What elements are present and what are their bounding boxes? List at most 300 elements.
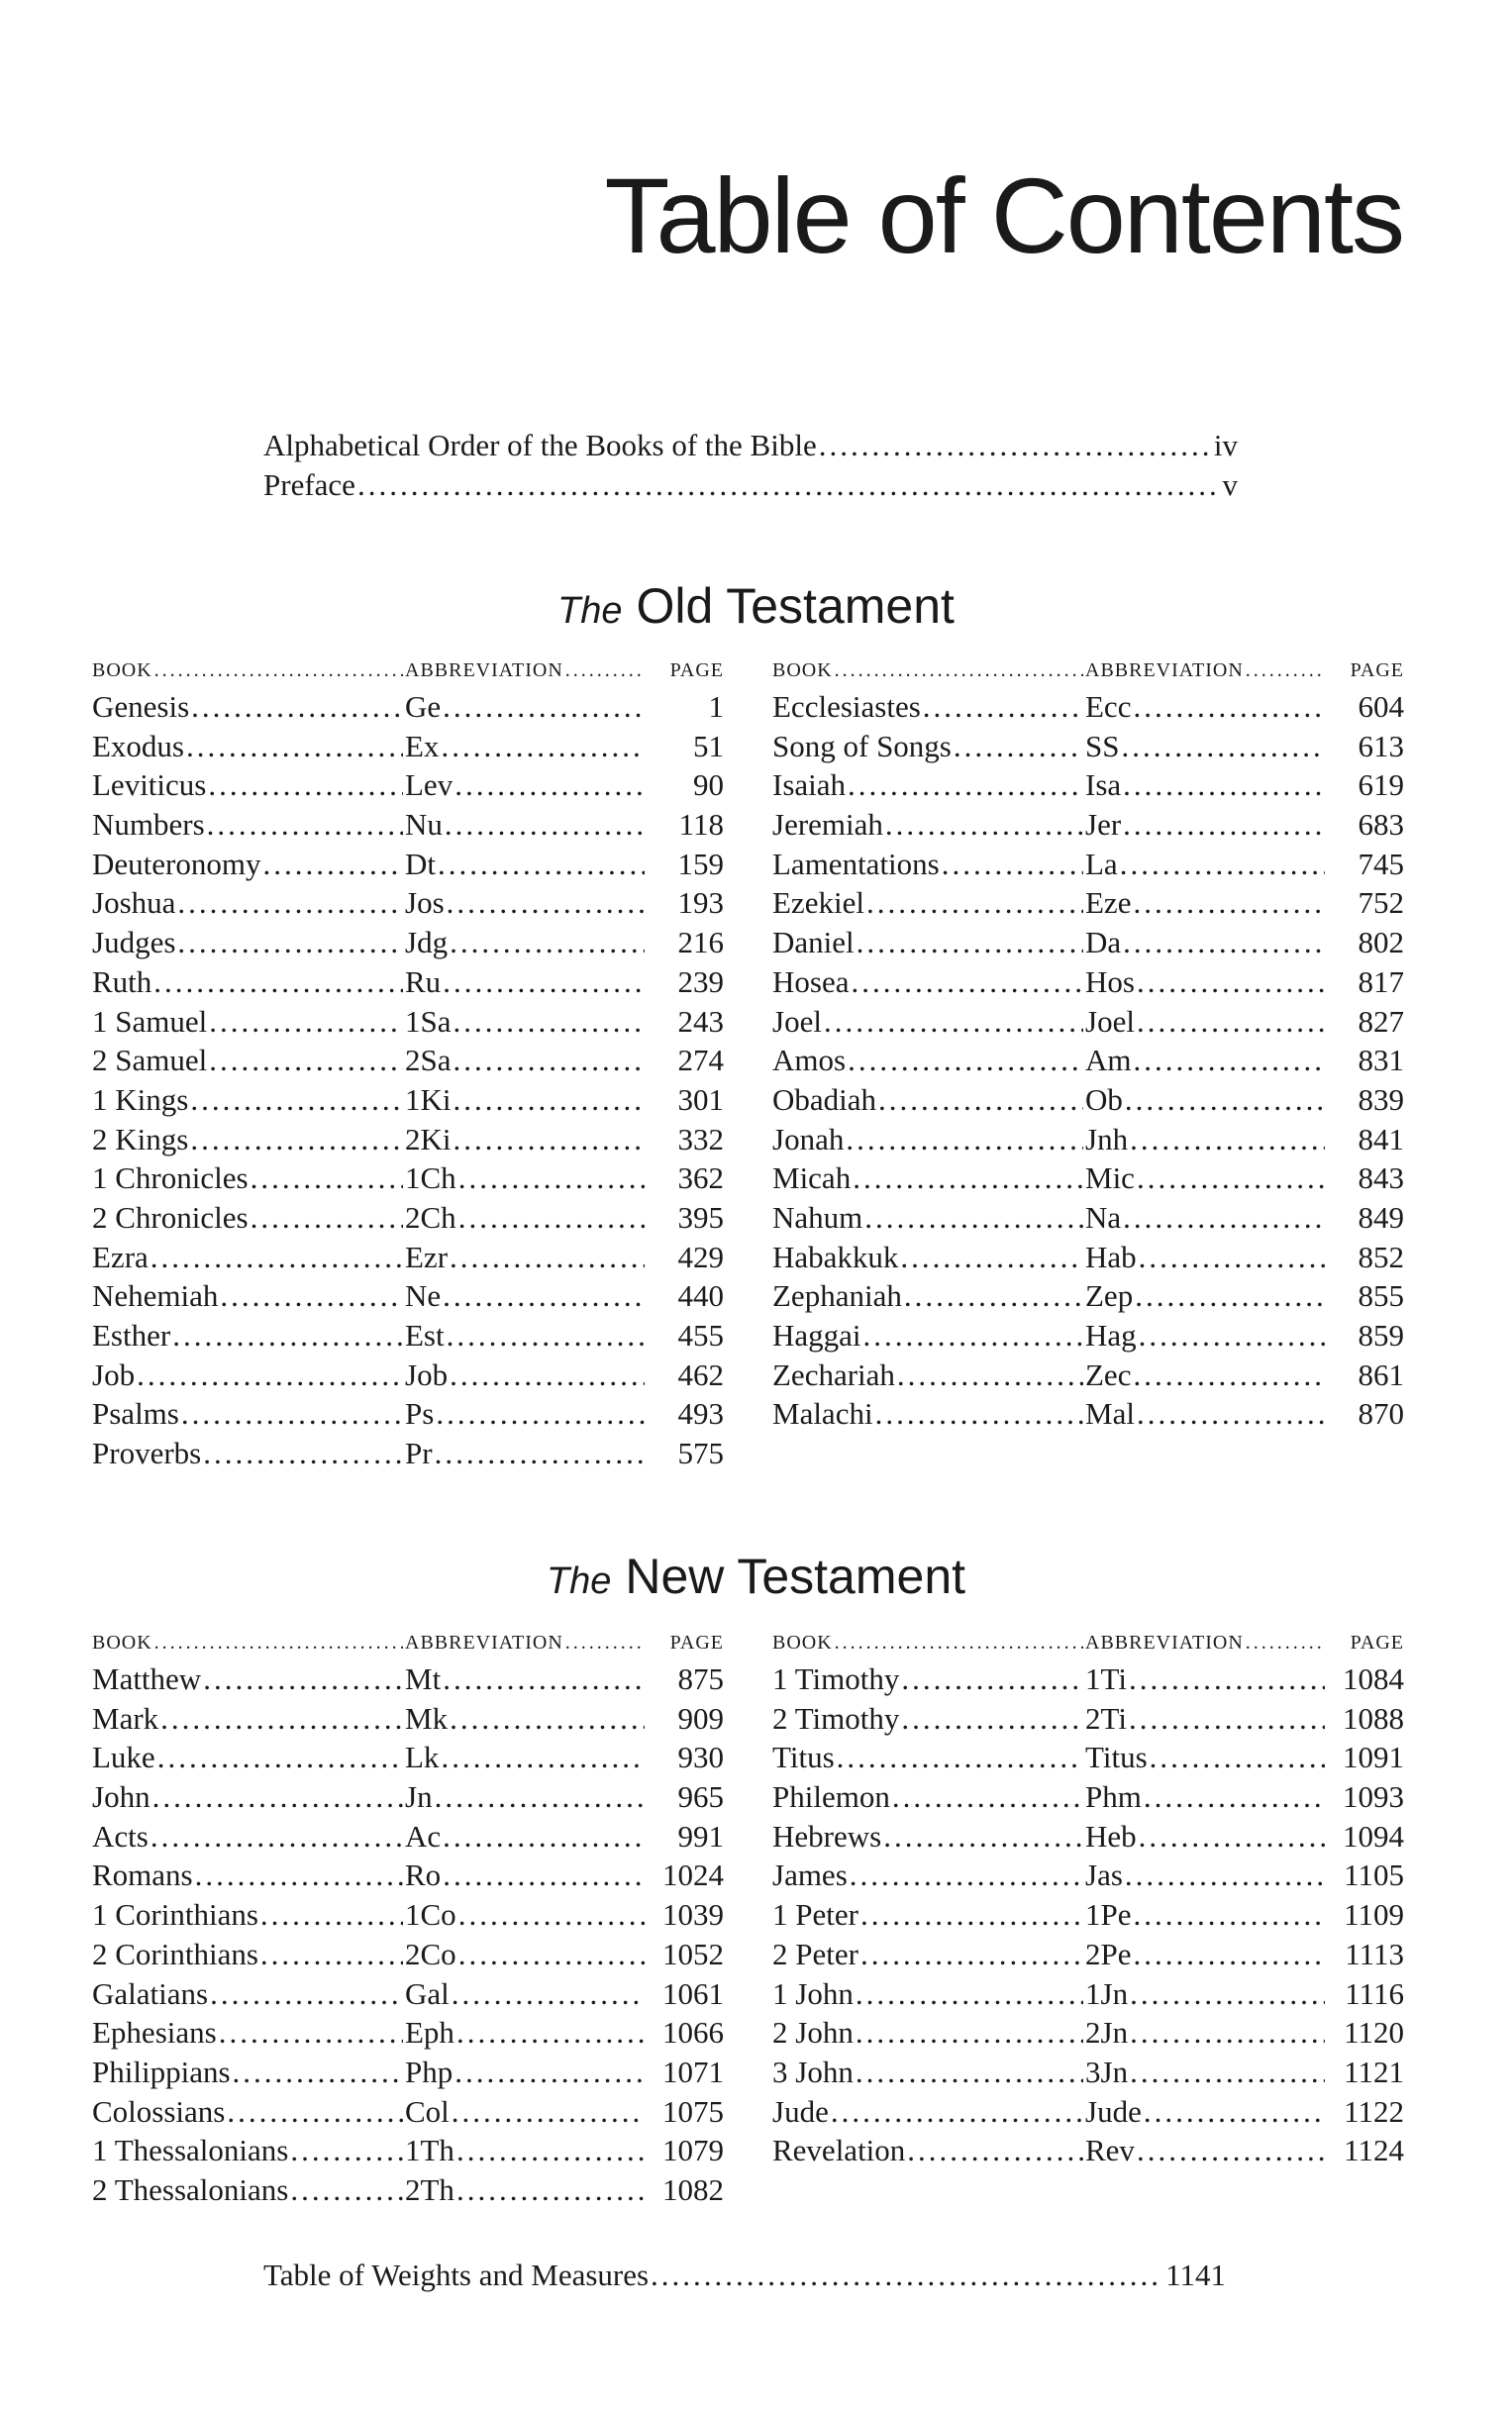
book-page: 332 bbox=[677, 1121, 724, 1156]
book-cell bbox=[772, 1394, 1085, 1434]
book-name: James bbox=[772, 1858, 848, 1893]
dot-leader bbox=[290, 2131, 403, 2170]
book-abbreviation: 1Ch bbox=[405, 1160, 456, 1196]
book-page: 1061 bbox=[662, 1975, 724, 2011]
book-abbreviation: Hag bbox=[1085, 1318, 1137, 1353]
book-page: 51 bbox=[693, 728, 724, 763]
book-row[interactable] bbox=[772, 1856, 1404, 1895]
dot-leader bbox=[1130, 1974, 1325, 2014]
book-row[interactable] bbox=[92, 1935, 724, 1974]
book-row[interactable] bbox=[772, 1699, 1404, 1739]
section-the: The bbox=[546, 1560, 612, 1602]
book-row[interactable] bbox=[772, 1316, 1404, 1356]
book-row[interactable] bbox=[92, 962, 724, 1002]
dot-leader bbox=[452, 2092, 645, 2132]
book-cell bbox=[92, 1777, 405, 1817]
entry-label: Alphabetical Order of the Books of the Bible bbox=[263, 428, 817, 462]
book-row[interactable] bbox=[92, 1434, 724, 1473]
book-name: Genesis bbox=[92, 689, 190, 724]
book-page: 462 bbox=[677, 1356, 724, 1392]
book-name: 2 Thessalonians bbox=[92, 2171, 289, 2207]
book-cell bbox=[772, 2053, 1085, 2092]
book-name: Ruth bbox=[92, 963, 152, 999]
dot-leader bbox=[901, 1659, 1083, 1699]
book-page: 852 bbox=[1358, 1239, 1404, 1274]
abbreviation-header-label: ABBREVIATION bbox=[1085, 1632, 1244, 1654]
book-page: 1091 bbox=[1343, 1740, 1404, 1775]
dot-leader bbox=[154, 1626, 403, 1659]
book-row[interactable] bbox=[92, 1777, 724, 1817]
book-row[interactable] bbox=[772, 1002, 1404, 1042]
dot-leader bbox=[1125, 1080, 1325, 1120]
book-row[interactable] bbox=[772, 962, 1404, 1002]
book-row[interactable] bbox=[772, 1080, 1404, 1120]
book-cell bbox=[772, 1738, 1085, 1777]
book-row[interactable] bbox=[772, 1659, 1404, 1699]
book-cell bbox=[92, 805, 405, 845]
book-page: 991 bbox=[677, 1818, 724, 1854]
book-row[interactable] bbox=[92, 1120, 724, 1159]
book-cell bbox=[772, 1935, 1085, 1974]
dot-leader bbox=[203, 1659, 403, 1699]
book-name: Judges bbox=[92, 925, 176, 960]
abbreviation-cell bbox=[405, 1120, 647, 1159]
book-name: 2 John bbox=[772, 2015, 854, 2051]
book-cell bbox=[92, 1738, 405, 1777]
dot-leader bbox=[436, 1394, 645, 1434]
book-page: 1079 bbox=[662, 2133, 724, 2168]
dot-leader bbox=[227, 2092, 403, 2132]
book-abbreviation: 1Co bbox=[405, 1897, 456, 1933]
book-name: Mark bbox=[92, 1700, 159, 1736]
dot-leader bbox=[901, 1699, 1083, 1739]
dot-leader bbox=[851, 962, 1083, 1002]
book-row[interactable] bbox=[92, 1394, 724, 1434]
book-abbreviation: 2Th bbox=[405, 2171, 454, 2207]
abbreviation-cell bbox=[405, 1080, 647, 1120]
book-row[interactable] bbox=[772, 2013, 1404, 2053]
abbreviation-cell bbox=[1085, 765, 1327, 805]
entry-page: 1141 bbox=[1165, 2258, 1226, 2292]
dot-leader bbox=[856, 1974, 1083, 2014]
book-page: 1093 bbox=[1343, 1779, 1404, 1815]
column-header bbox=[92, 1626, 724, 1659]
book-cell bbox=[772, 1276, 1085, 1316]
abbreviation-cell bbox=[1085, 1238, 1327, 1277]
book-abbreviation: Am bbox=[1085, 1043, 1132, 1078]
book-row[interactable] bbox=[772, 2131, 1404, 2170]
book-row[interactable] bbox=[772, 1041, 1404, 1080]
book-abbreviation: 1Ti bbox=[1085, 1661, 1127, 1696]
abbreviation-cell bbox=[1085, 1974, 1327, 2014]
book-page: 575 bbox=[677, 1436, 724, 1471]
book-row[interactable] bbox=[92, 1856, 724, 1895]
abbreviation-cell bbox=[1085, 2013, 1327, 2053]
dot-leader bbox=[904, 1276, 1083, 1316]
book-abbreviation: Hos bbox=[1085, 963, 1135, 999]
book-row[interactable] bbox=[92, 1659, 724, 1699]
book-row[interactable] bbox=[772, 1935, 1404, 1974]
ot-left-column bbox=[92, 653, 724, 1473]
book-page: 841 bbox=[1358, 1121, 1404, 1156]
book-page: 118 bbox=[678, 807, 724, 843]
book-name: Ezra bbox=[92, 1239, 149, 1274]
book-row[interactable] bbox=[92, 2013, 724, 2053]
abbreviation-cell bbox=[1085, 1356, 1327, 1395]
book-name: Jonah bbox=[772, 1121, 845, 1156]
book-row[interactable] bbox=[772, 1895, 1404, 1935]
book-row[interactable] bbox=[92, 845, 724, 884]
dot-leader bbox=[190, 1120, 403, 1159]
book-cell bbox=[772, 1817, 1085, 1857]
book-row[interactable] bbox=[92, 1002, 724, 1042]
book-cell bbox=[92, 687, 405, 727]
dot-leader bbox=[450, 1238, 645, 1277]
dot-leader bbox=[1121, 727, 1325, 766]
book-cell bbox=[772, 1856, 1085, 1895]
book-row[interactable] bbox=[772, 1777, 1404, 1817]
book-row[interactable] bbox=[772, 1120, 1404, 1159]
book-row[interactable] bbox=[772, 1276, 1404, 1316]
abbreviation-cell bbox=[1085, 1738, 1327, 1777]
book-row[interactable] bbox=[92, 805, 724, 845]
book-abbreviation: Ezr bbox=[405, 1239, 449, 1274]
dot-leader bbox=[220, 1276, 403, 1316]
abbreviation-cell bbox=[1085, 1777, 1327, 1817]
dot-leader bbox=[565, 1626, 645, 1659]
dot-leader bbox=[892, 1777, 1083, 1817]
book-row[interactable] bbox=[772, 923, 1404, 962]
book-row[interactable] bbox=[772, 845, 1404, 884]
book-page: 429 bbox=[677, 1239, 724, 1274]
book-name: Lamentations bbox=[772, 846, 940, 881]
abbreviation-header bbox=[1085, 653, 1327, 687]
book-row[interactable] bbox=[772, 1394, 1404, 1434]
dot-leader bbox=[450, 923, 645, 962]
abbreviation-cell bbox=[405, 1276, 647, 1316]
book-cell bbox=[772, 1041, 1085, 1080]
book-cell bbox=[92, 1817, 405, 1857]
book-row[interactable] bbox=[772, 2092, 1404, 2132]
dot-leader bbox=[454, 1041, 646, 1080]
book-page: 802 bbox=[1358, 925, 1404, 960]
book-cell bbox=[92, 1935, 405, 1974]
book-cell bbox=[92, 2092, 405, 2132]
book-name: Zechariah bbox=[772, 1356, 895, 1392]
book-cell bbox=[92, 1158, 405, 1198]
book-page: 274 bbox=[677, 1043, 724, 1078]
book-name: 1 Thessalonians bbox=[92, 2133, 289, 2168]
dot-leader bbox=[152, 1777, 403, 1817]
book-cell bbox=[92, 1974, 405, 2014]
book-row[interactable] bbox=[92, 1356, 724, 1395]
book-cell bbox=[772, 805, 1085, 845]
abbreviation-header bbox=[1085, 1626, 1327, 1659]
book-row[interactable] bbox=[772, 1158, 1404, 1198]
book-name: Psalms bbox=[92, 1396, 179, 1432]
entry-label: Table of Weights and Measures bbox=[263, 2258, 650, 2292]
book-abbreviation: Ge bbox=[405, 689, 442, 724]
dot-leader bbox=[1134, 1935, 1326, 1974]
book-row[interactable] bbox=[772, 1974, 1404, 2014]
book-abbreviation: Jude bbox=[1085, 2093, 1142, 2129]
dot-leader bbox=[1144, 2092, 1325, 2132]
book-page: 683 bbox=[1358, 807, 1404, 843]
book-page: 859 bbox=[1358, 1318, 1404, 1353]
book-page: 827 bbox=[1358, 1003, 1404, 1039]
book-abbreviation: Titus bbox=[1085, 1740, 1148, 1775]
dot-leader bbox=[441, 1738, 645, 1777]
dot-leader bbox=[824, 1002, 1083, 1042]
book-abbreviation: Mt bbox=[405, 1661, 442, 1696]
book-row[interactable] bbox=[92, 1198, 724, 1238]
book-row[interactable] bbox=[92, 1817, 724, 1857]
dot-leader bbox=[1139, 1238, 1325, 1277]
abbreviation-cell bbox=[1085, 1002, 1327, 1042]
back-matter-row[interactable] bbox=[263, 2258, 1226, 2293]
book-name: Proverbs bbox=[92, 1436, 202, 1471]
book-row[interactable] bbox=[772, 1356, 1404, 1395]
book-row[interactable] bbox=[92, 765, 724, 805]
abbreviation-cell bbox=[1085, 1659, 1327, 1699]
dot-leader bbox=[209, 1002, 403, 1042]
book-name: Romans bbox=[92, 1858, 193, 1893]
book-name: Habakkuk bbox=[772, 1239, 899, 1274]
book-page: 855 bbox=[1358, 1278, 1404, 1314]
book-name: Obadiah bbox=[772, 1081, 877, 1117]
column-header bbox=[772, 1626, 1404, 1659]
book-name: Galatians bbox=[92, 1975, 209, 2011]
book-row[interactable] bbox=[92, 727, 724, 766]
dot-leader bbox=[262, 845, 403, 884]
book-row[interactable] bbox=[92, 2053, 724, 2092]
book-abbreviation: Pr bbox=[405, 1436, 433, 1471]
book-name: 1 Kings bbox=[92, 1081, 189, 1117]
section-title: Old Testament bbox=[636, 578, 955, 634]
dot-leader bbox=[452, 1974, 645, 2014]
book-page: 1071 bbox=[662, 2054, 724, 2089]
abbreviation-header bbox=[405, 653, 647, 687]
abbreviation-cell bbox=[1085, 845, 1327, 884]
dot-leader bbox=[290, 2170, 403, 2210]
book-row[interactable] bbox=[772, 883, 1404, 923]
book-name: Malachi bbox=[772, 1396, 873, 1432]
book-row[interactable] bbox=[772, 727, 1404, 766]
book-page: 1024 bbox=[662, 1858, 724, 1893]
abbreviation-cell bbox=[405, 1002, 647, 1042]
dot-leader bbox=[203, 1434, 403, 1473]
dot-leader bbox=[848, 1041, 1083, 1080]
front-matter-row[interactable] bbox=[263, 465, 1238, 505]
abbreviation-cell bbox=[1085, 1856, 1327, 1895]
book-row[interactable] bbox=[92, 923, 724, 962]
book-name: 1 Timothy bbox=[772, 1661, 900, 1696]
front-matter bbox=[263, 426, 1238, 505]
book-cell bbox=[92, 727, 405, 766]
book-cell bbox=[772, 765, 1085, 805]
book-abbreviation: Eze bbox=[1085, 885, 1132, 921]
book-row[interactable] bbox=[92, 1041, 724, 1080]
abbreviation-cell bbox=[405, 1935, 647, 1974]
abbreviation-cell bbox=[1085, 1158, 1327, 1198]
book-page: 440 bbox=[677, 1278, 724, 1314]
dot-leader bbox=[1123, 805, 1325, 845]
dot-leader bbox=[565, 653, 645, 687]
book-abbreviation: La bbox=[1085, 846, 1118, 881]
book-cell bbox=[92, 1394, 405, 1434]
book-cell bbox=[92, 1041, 405, 1080]
abbreviation-cell bbox=[405, 1817, 647, 1857]
book-page: 1120 bbox=[1344, 2015, 1404, 2051]
dot-leader bbox=[1130, 1120, 1325, 1159]
book-row[interactable] bbox=[92, 1316, 724, 1356]
dot-leader bbox=[1123, 923, 1325, 962]
dot-leader bbox=[177, 923, 403, 962]
book-cell bbox=[772, 2013, 1085, 2053]
book-row[interactable] bbox=[92, 1080, 724, 1120]
book-row[interactable] bbox=[92, 2092, 724, 2132]
book-cell bbox=[92, 962, 405, 1002]
book-abbreviation: 1Ki bbox=[405, 1081, 452, 1117]
dot-leader bbox=[835, 653, 1083, 687]
dot-leader bbox=[172, 1316, 403, 1356]
book-cell bbox=[92, 1080, 405, 1120]
book-row[interactable] bbox=[92, 2131, 724, 2170]
abbreviation-cell bbox=[1085, 805, 1327, 845]
dot-leader bbox=[151, 1817, 403, 1857]
abbreviation-cell bbox=[1085, 2092, 1327, 2132]
abbreviation-cell bbox=[1085, 962, 1327, 1002]
book-name: 2 Peter bbox=[772, 1936, 858, 1971]
book-name: Daniel bbox=[772, 925, 855, 960]
book-row[interactable] bbox=[772, 805, 1404, 845]
book-cell bbox=[92, 1316, 405, 1356]
abbreviation-cell bbox=[1085, 1276, 1327, 1316]
dot-leader bbox=[1130, 2013, 1325, 2053]
nt-left-column bbox=[92, 1626, 724, 2210]
dot-leader bbox=[447, 1316, 645, 1356]
book-cell bbox=[772, 1002, 1085, 1042]
dot-leader bbox=[450, 1356, 645, 1395]
book-cell bbox=[92, 1198, 405, 1238]
book-name: Ephesians bbox=[92, 2015, 217, 2051]
abbreviation-cell bbox=[405, 1316, 647, 1356]
dot-leader bbox=[443, 962, 645, 1002]
book-row[interactable] bbox=[92, 1699, 724, 1739]
book-abbreviation: Jos bbox=[405, 885, 445, 921]
dot-leader bbox=[860, 1935, 1083, 1974]
book-row[interactable] bbox=[92, 1276, 724, 1316]
book-row[interactable] bbox=[92, 883, 724, 923]
book-row[interactable] bbox=[92, 687, 724, 727]
new-testament-heading bbox=[0, 1548, 1512, 1605]
dot-leader bbox=[860, 1895, 1083, 1935]
book-page: 1052 bbox=[662, 1936, 724, 1971]
abbreviation-cell bbox=[1085, 1394, 1327, 1434]
book-row[interactable] bbox=[92, 1238, 724, 1277]
book-page: 831 bbox=[1358, 1043, 1404, 1078]
book-row[interactable] bbox=[92, 1974, 724, 2014]
page-header: PAGE bbox=[669, 1632, 724, 1654]
book-cell bbox=[772, 687, 1085, 727]
book-cell bbox=[772, 2131, 1085, 2170]
book-name: Exodus bbox=[92, 728, 184, 763]
abbreviation-header bbox=[405, 1626, 647, 1659]
dot-leader bbox=[195, 1856, 403, 1895]
book-abbreviation: Jdg bbox=[405, 925, 449, 960]
book-name: 1 Chronicles bbox=[92, 1160, 249, 1196]
book-abbreviation: Jn bbox=[405, 1779, 433, 1815]
dot-leader bbox=[260, 1935, 403, 1974]
book-abbreviation: Dt bbox=[405, 846, 436, 881]
book-page: 613 bbox=[1358, 728, 1404, 763]
book-abbreviation: Job bbox=[405, 1356, 449, 1392]
book-page: 1109 bbox=[1344, 1897, 1404, 1933]
book-abbreviation: SS bbox=[1085, 728, 1120, 763]
dot-leader bbox=[819, 426, 1212, 465]
dot-leader bbox=[445, 805, 645, 845]
book-abbreviation: 1Th bbox=[405, 2133, 454, 2168]
front-matter-row[interactable] bbox=[263, 426, 1238, 465]
book-row[interactable] bbox=[772, 687, 1404, 727]
book-cell bbox=[92, 2013, 405, 2053]
book-page: 493 bbox=[677, 1396, 724, 1432]
book-name: Micah bbox=[772, 1160, 852, 1196]
book-page: 362 bbox=[677, 1160, 724, 1196]
dot-leader bbox=[458, 1935, 645, 1974]
book-cell bbox=[772, 1080, 1085, 1120]
dot-leader bbox=[1125, 1856, 1325, 1895]
dot-leader bbox=[181, 1394, 403, 1434]
book-abbreviation: Ro bbox=[405, 1858, 442, 1893]
dot-leader bbox=[177, 883, 403, 923]
dot-leader bbox=[207, 805, 403, 845]
book-row[interactable] bbox=[772, 1738, 1404, 1777]
dot-leader bbox=[454, 765, 645, 805]
dot-leader bbox=[447, 883, 645, 923]
dot-leader bbox=[954, 727, 1083, 766]
book-abbreviation: Zec bbox=[1085, 1356, 1132, 1392]
book-abbreviation: Rev bbox=[1085, 2133, 1135, 2168]
book-row[interactable] bbox=[92, 1158, 724, 1198]
book-page: 745 bbox=[1358, 846, 1404, 881]
dot-leader bbox=[456, 2131, 645, 2170]
abbreviation-cell bbox=[405, 883, 647, 923]
book-row[interactable] bbox=[772, 1238, 1404, 1277]
dot-leader bbox=[897, 1356, 1083, 1395]
abbreviation-header-label: ABBREVIATION bbox=[405, 1632, 563, 1654]
book-page: 1124 bbox=[1344, 2133, 1404, 2168]
book-cell bbox=[92, 1120, 405, 1159]
book-cell bbox=[772, 2092, 1085, 2132]
book-abbreviation: Ob bbox=[1085, 1081, 1123, 1117]
book-cell bbox=[92, 1356, 405, 1395]
abbreviation-cell bbox=[1085, 2053, 1327, 2092]
book-row[interactable] bbox=[92, 1738, 724, 1777]
book-row[interactable] bbox=[92, 1895, 724, 1935]
book-cell bbox=[92, 1659, 405, 1699]
book-row[interactable] bbox=[92, 2170, 724, 2210]
book-page: 1116 bbox=[1345, 1975, 1404, 2011]
book-name: 2 Corinthians bbox=[92, 1936, 258, 1971]
book-name: Ecclesiastes bbox=[772, 689, 921, 724]
book-row[interactable] bbox=[772, 2053, 1404, 2092]
book-name: Jeremiah bbox=[772, 807, 883, 843]
book-row[interactable] bbox=[772, 1198, 1404, 1238]
book-row[interactable] bbox=[772, 1817, 1404, 1857]
abbreviation-cell bbox=[1085, 1120, 1327, 1159]
book-row[interactable] bbox=[772, 765, 1404, 805]
